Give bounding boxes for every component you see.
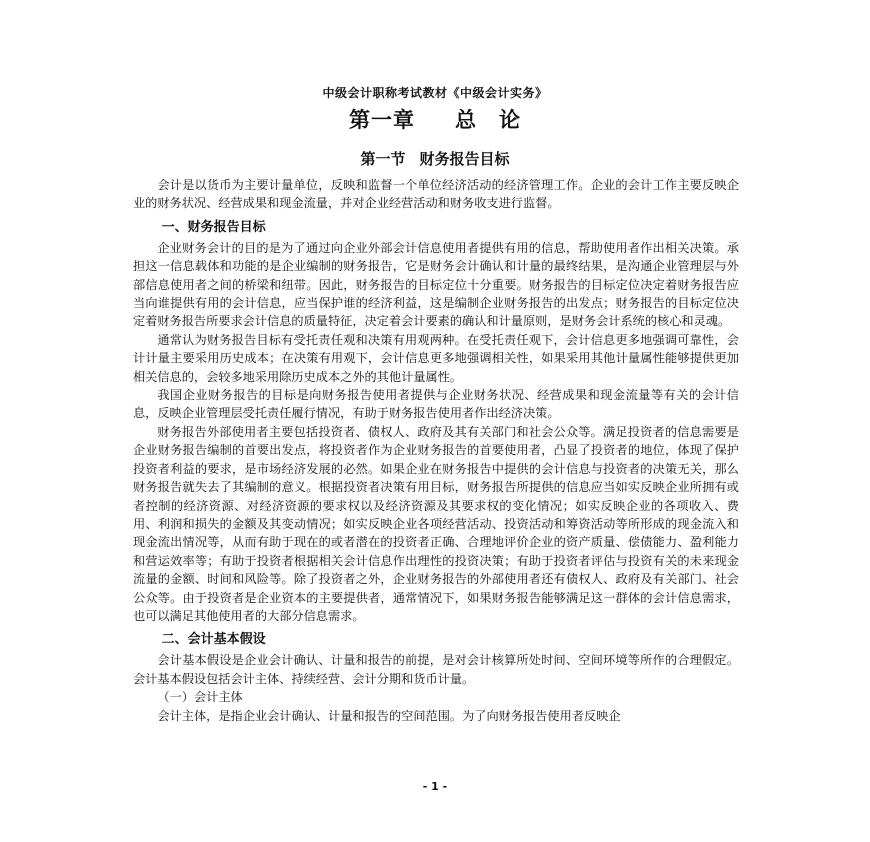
paragraph: 财务报告外部使用者主要包括投资者、债权人、政府及其有关部门和社会公众等。满足投资者的信息需要是企业财务报告编制的首要出发点，将投资者作为企业财务报告的首要使用者，凸显了投资者的地位，体现了保护投资者利益的要求，是市场经济发展的必然。如果企业在财务报告中提供的会计信息与投资者的决策无关，那么财务报告就失去了其编制的意义。根据投资者决策有用目标，财务报告所提供的信息应当如实反映企业所拥有或者控制的经济资源、对经济资源的要求权以及经济资源及其要求权的变化情况；如实反映企业的各项收入、费用、利润和损失的金额及其变动情况；如实反映企业各项经营活动、投资活动和筹资活动等所形成的现金流入和现金流出情况等，从而有助于现在的或者潜在的投资者正确、合理地评价企业的资产质量、偿债能力、盈利能力和营运效率等；有助于投资者根据相关会计信息作出理性的投资决策；有助于投资者评估与投资有关的未来现金流量的金额、时间和风险等。除了投资者之外，企业财务报告的外部使用者还有债权人、政府及有关部门、社会公众等。由于投资者是企业资本的主要提供者，通常情况下，如果财务报告能够满足这一群体的会计信息需求，也可以满足其他使用者的大部分信息需求。	[133, 424, 739, 623]
book-title: 中级会计职称考试教材《中级会计实务》	[322, 86, 548, 100]
chapter-title	[0, 104, 870, 134]
paragraph: 我国企业财务报告的目标是向财务报告使用者提供与企业财务状况、经营成果和现金流量等有关的会计信息，反映企业管理层受托责任履行情况，有助于财务报告使用者作出经济决策。	[133, 388, 739, 421]
paragraph: 会计主体，是指企业会计确认、计量和报告的空间范围。为了向财务报告使用者反映企	[157, 708, 621, 723]
paragraph: 企业财务会计的目的是为了通过向企业外部会计信息使用者提供有用的信息，帮助使用者作出相关决策。承担这一信息载体和功能的是企业编制的财务报告，它是财务会计确认和计量的最终结果，是沟通企业管理层与外部信息使用者之间的桥梁和纽带。因此，财务报告的目标定位十分重要。财务报告的目标定位决定着财务报告应当向谁提供有用的会计信息，应当保护谁的经济利益，这是编制企业财务报告的出发点；财务报告的目标定位决定着财务报告所要求会计信息的质量特征，决定着会计要素的确认和计量原则，是财务会计系统的核心和灵魂。	[133, 240, 739, 329]
paragraph: 会计基本假设是企业会计确认、计量和报告的前提，是对会计核算所处时间、空间环境等所作的合理假定。会计基本假设包括会计主体、持续经营、会计分期和货币计量。	[133, 653, 739, 686]
section-name: 财务报告目标	[419, 150, 510, 168]
page-number: - 1 -	[422, 780, 448, 793]
paragraph: 通常认为财务报告目标有受托责任观和决策有用观两种。在受托责任观下，会计信息更多地强调可靠性，会计计量主要采用历史成本；在决策有用观下，会计信息更多地强调相关性，如果采用其他计量属性能够提供更加相关信息的，会较多地采用除历史成本之外的其他计量属性。	[133, 332, 739, 384]
subheading-accounting-entity: （一）会计主体	[157, 690, 243, 705]
heading-financial-report-objective: 一、财务报告目标	[161, 219, 266, 235]
chapter-name: 总 论	[455, 108, 521, 132]
section-number: 第一节	[360, 150, 406, 168]
body-text	[133, 176, 739, 725]
chapter-number: 第一章	[349, 108, 415, 132]
section-title	[0, 148, 870, 169]
intro-paragraph: 会计是以货币为主要计量单位，反映和监督一个单位经济活动的经济管理工作。企业的会计工作主要反映企业的财务状况、经营成果和现金流量，并对企业经营活动和财务收支进行监督。	[133, 178, 739, 211]
heading-basic-assumptions: 二、会计基本假设	[161, 632, 266, 648]
